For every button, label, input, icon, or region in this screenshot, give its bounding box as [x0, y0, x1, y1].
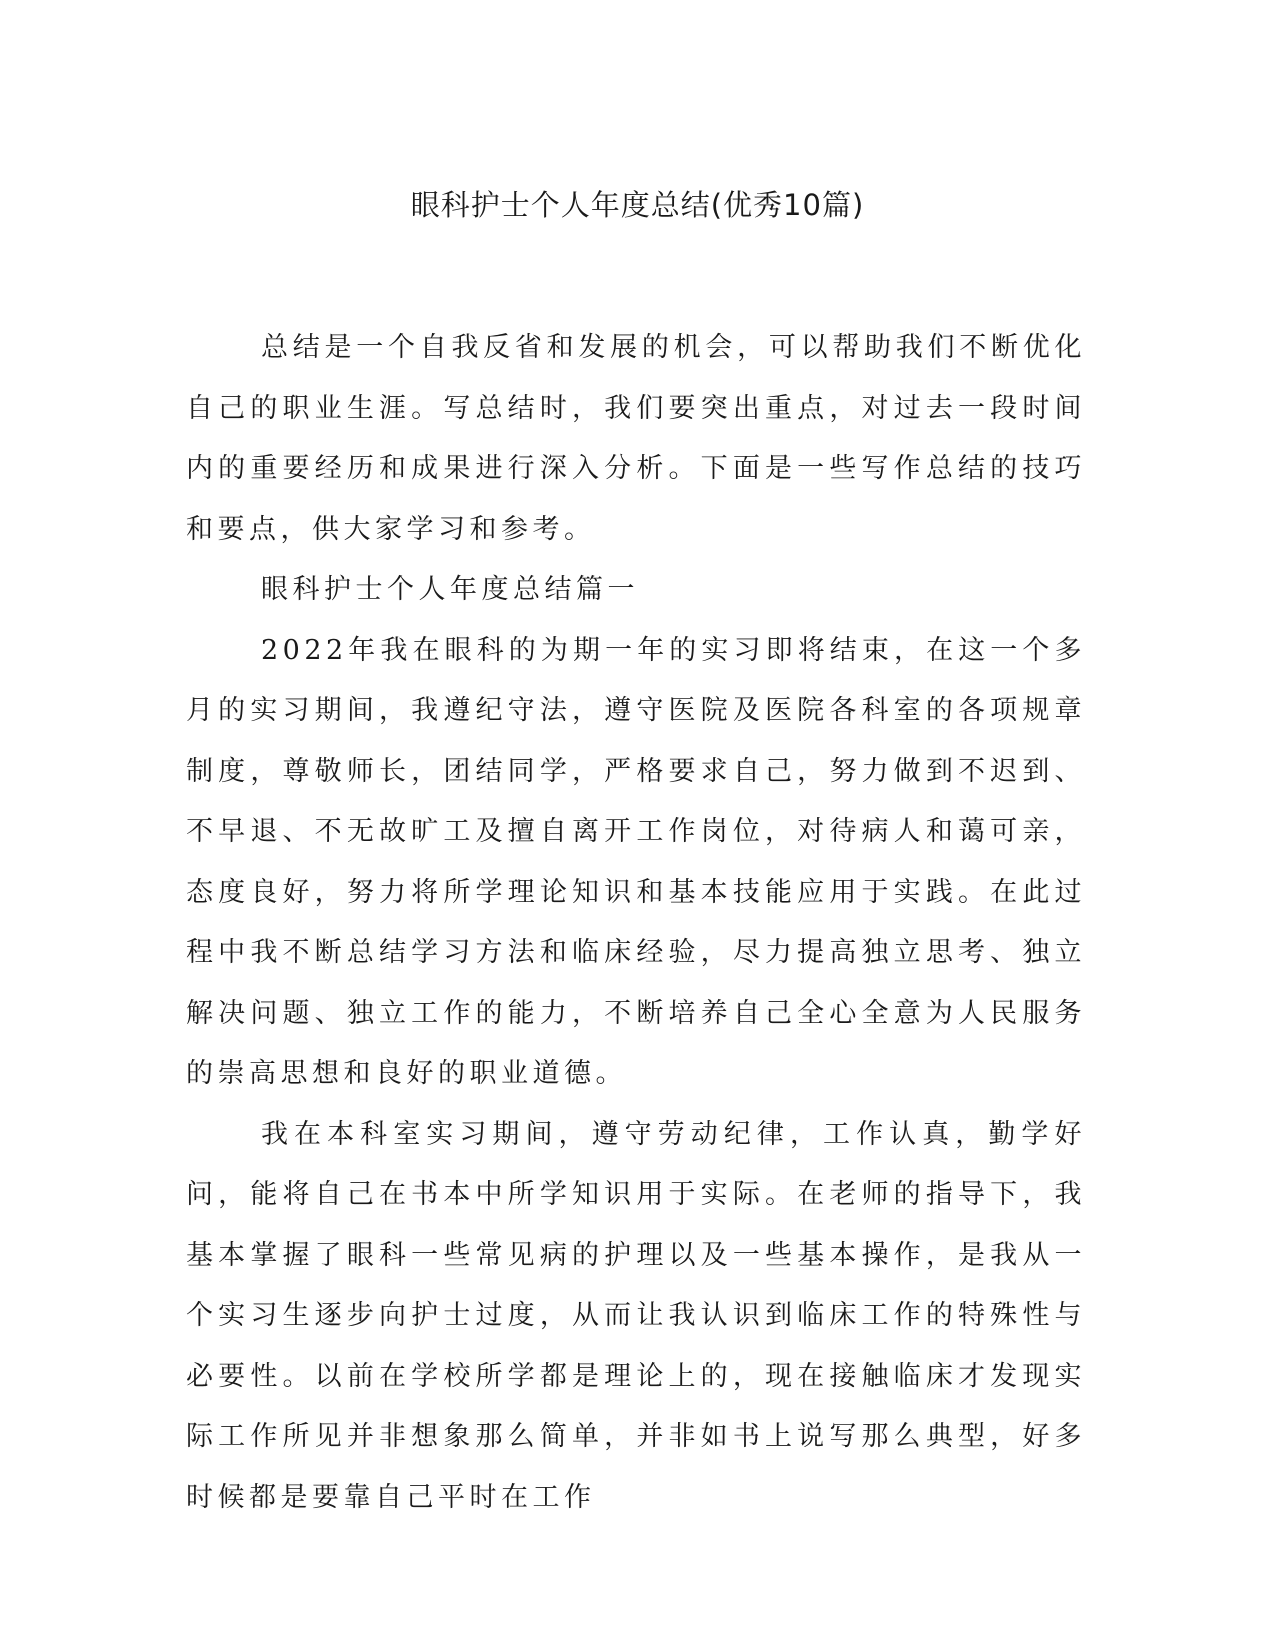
section-heading-1: 眼科护士个人年度总结篇一 [261, 574, 639, 605]
document-title: 眼科护士个人年度总结(优秀10篇) [410, 188, 865, 222]
paragraph-1: 2022年我在眼科的为期一年的实习即将结束，在这一个多月的实习期间，我遵纪守法，遵守医院及医院各科室的各项规章制度，尊敬师长，团结同学，严格要求自己，努力做到不迟到、不早退、不无故旷工及擅自离开工作岗位，对待病人和蔼可亲，态度良好，努力将所学理论知识和基本技能应用于实践。在此过程中我不断总结学习方法和临床经验，尽力提高独立思考、独立解决问题、独立工作的能力，不断培养自己全心全意为人民服务的崇高思想和良好的职业道德。 [186, 634, 1086, 1089]
paragraph-2: 我在本科室实习期间，遵守劳动纪律，工作认真，勤学好问，能将自己在书本中所学知识用于实际。在老师的指导下，我基本掌握了眼科一些常见病的护理以及一些基本操作，是我从一个实习生逐步向护士过度，从而让我认识到临床工作的特殊性与必要性。以前在学校所学都是理论上的，现在接触临床才发现实际工作所见并非想象那么简单，并非如书上说写那么典型，好多时候都是要靠自己平时在工作 [186, 1118, 1086, 1513]
document-body [186, 318, 1086, 1528]
paragraph-intro: 总结是一个自我反省和发展的机会，可以帮助我们不断优化自己的职业生涯。写总结时，我们要突出重点，对过去一段时间内的重要经历和成果进行深入分析。下面是一些写作总结的技巧和要点，供大家学习和参考。 [186, 332, 1086, 545]
